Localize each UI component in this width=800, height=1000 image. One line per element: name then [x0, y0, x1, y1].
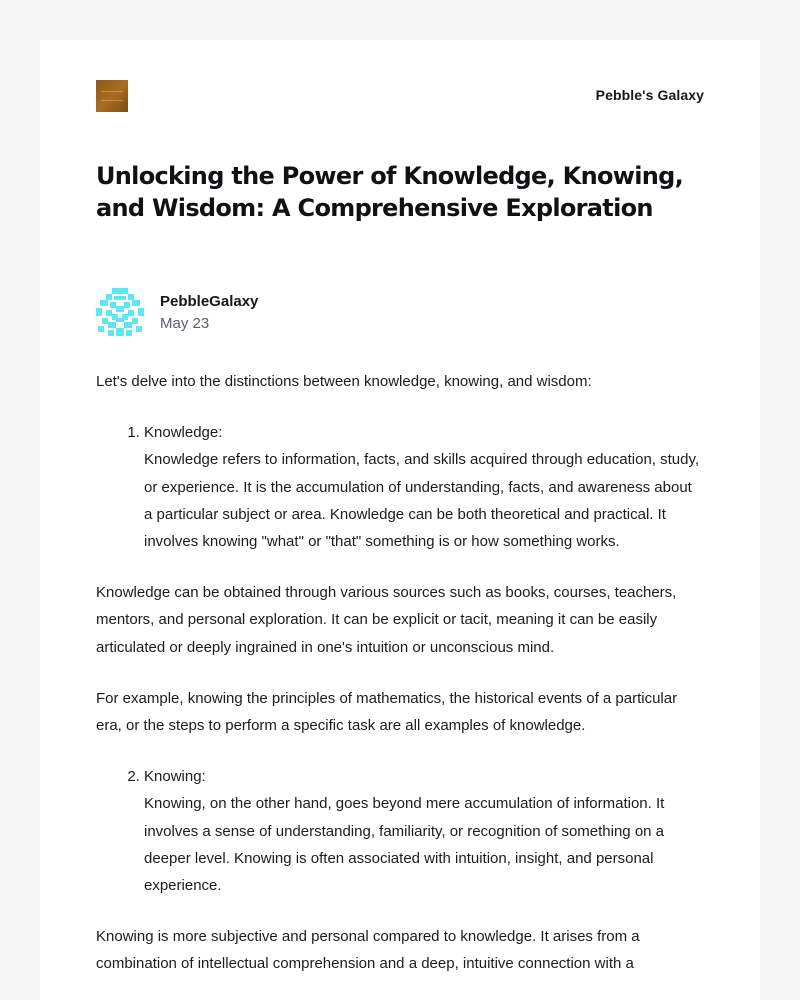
author-name-link[interactable]: PebbleGalaxy	[160, 293, 259, 310]
body-paragraph: Knowledge can be obtained through various sources such as books, courses, teachers, mentors, and personal exploration. It can be explicit or tacit, meaning it can be easily articulated or deeply ingrained in one's intuition or unconscious mind.	[96, 584, 677, 656]
intro-paragraph: Let's delve into the distinctions between knowledge, knowing, and wisdom:	[96, 373, 592, 390]
site-header	[96, 80, 704, 112]
post-date: May 23	[160, 315, 210, 332]
body-paragraph: Knowing is more subjective and personal compared to knowledge. It arises from a combination of intellectual comprehension and a deep, intuitive connection with a	[96, 928, 640, 973]
body-paragraph: For example, knowing the principles of mathematics, the historical events of a particular era, or the steps to perform a specific task are all examples of knowledge.	[96, 689, 678, 735]
list-item-body: Knowledge refers to information, facts, and skills acquired through education, study, or experience. It is the accumulation of understanding, facts, and awareness about a particular subject or area. Knowledge can be both theoretical and practical. It involves knowing "what" or "that" something is or how something works.	[144, 451, 700, 551]
article-body	[96, 368, 704, 1000]
avatar-icon[interactable]	[96, 288, 144, 336]
list-item-heading: Knowledge:	[144, 424, 223, 442]
page-title: Unlocking the Power of Knowledge, Knowing, and Wisdom: A Comprehensive Exploration	[96, 162, 684, 222]
list-item-knowledge	[144, 419, 704, 555]
list-item-heading: Knowing:	[144, 768, 206, 786]
post-card	[40, 40, 760, 1000]
list-item-body: Knowing, on the other hand, goes beyond mere accumulation of information. It involves a sense of understanding, familiarity, or recognition of something on a deeper level. Knowing is often associated with intuition, insight, and personal experience.	[144, 795, 665, 895]
author-byline	[96, 288, 704, 336]
numbered-list-2	[96, 763, 704, 899]
list-item-knowing	[144, 763, 704, 899]
site-logo-icon[interactable]	[96, 80, 128, 112]
numbered-list-1	[96, 419, 704, 555]
site-name-link[interactable]: Pebble's Galaxy	[595, 87, 704, 103]
